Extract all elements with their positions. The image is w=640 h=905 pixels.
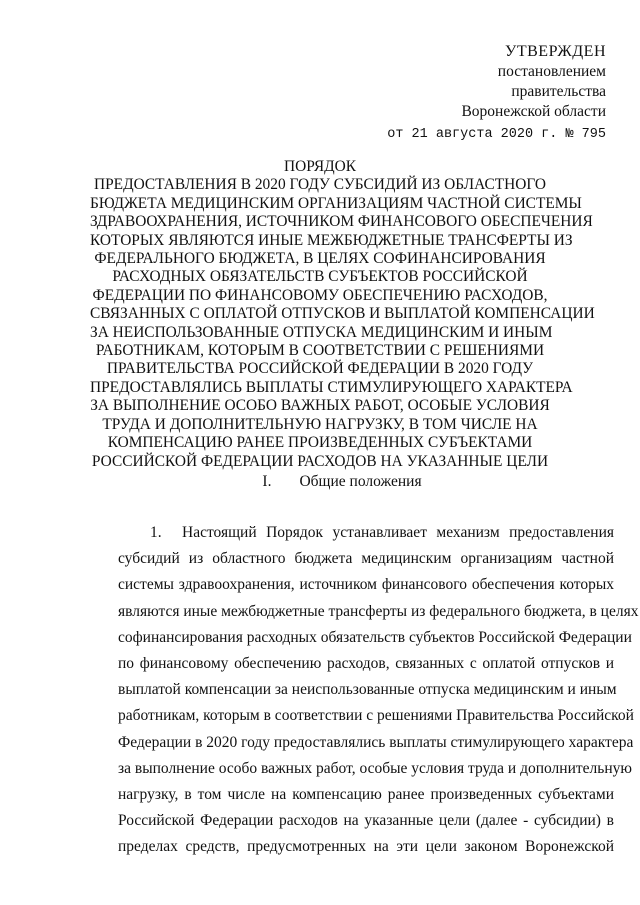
- title-line: ЗДРАВООХРАНЕНИЯ, ИСТОЧНИКОМ ФИНАНСОВОГО ОБЕСПЕЧЕНИЯ: [90, 213, 593, 231]
- paragraph-line: [32, 520, 614, 546]
- paragraph-1: [118, 520, 639, 861]
- title-line: ПОРЯДОК: [284, 158, 356, 175]
- section-heading: [0, 472, 640, 492]
- paragraph-line: Федерации в 2020 году предоставлялись выплаты стимулирующего характера: [118, 733, 634, 751]
- paragraph-line: нагрузку, в том числе на компенсацию ранее произведенных субъектами: [118, 786, 614, 804]
- title-line: БЮДЖЕТА МЕДИЦИНСКИМ ОРГАНИЗАЦИЯМ ЧАСТНОЙ СИСТЕМЫ: [90, 194, 582, 212]
- title-line: РАСХОДНЫХ ОБЯЗАТЕЛЬСТВ СУБЪЕКТОВ РОССИЙСКОЙ: [112, 268, 528, 286]
- title-line: ПРАВИТЕЛЬСТВА РОССИЙСКОЙ ФЕДЕРАЦИИ В 2020 ГОДУ: [106, 360, 534, 378]
- approval-line: правительства: [511, 83, 606, 100]
- paragraph-line: по финансовому обеспечению расходов, связанных с оплатой отпусков и: [118, 655, 614, 673]
- paragraph-text: Настоящий Порядок устанавливает механизм предоставления: [182, 524, 614, 541]
- paragraph-line: Российской Федерации расходов на указанные цели (далее - субсидии) в: [118, 812, 614, 830]
- title-line: РОССИЙСКОЙ ФЕДЕРАЦИИ РАСХОДОВ НА УКАЗАННЫЕ ЦЕЛИ: [91, 452, 549, 470]
- title-line: ФЕДЕРАЛЬНОГО БЮДЖЕТА, В ЦЕЛЯХ СОФИНАНСИРОВАНИЯ: [94, 250, 546, 268]
- paragraph-line: системы здравоохранения, источником финансового обеспечения которых: [118, 576, 614, 594]
- approval-heading: УТВЕРЖДЕН: [505, 43, 606, 60]
- title-line: ЗА ВЫПОЛНЕНИЕ ОСОБО ВАЖНЫХ РАБОТ, ОСОБЫЕ УСЛОВИЯ: [90, 397, 550, 415]
- paragraph-line: субсидий из областного бюджета медицинским организациям частной: [118, 550, 614, 568]
- title-line: ФЕДЕРАЦИИ ПО ФИНАНСОВОМУ ОБЕСПЕЧЕНИЮ РАСХОДОВ,: [92, 286, 548, 304]
- paragraph-line: пределах средств, предусмотренных на эти цели законом Воронежской: [118, 838, 614, 856]
- title-line: ПРЕДОСТАВЛЯЛИСЬ ВЫПЛАТЫ СТИМУЛИРУЮЩЕГО ХАРАКТЕРА: [90, 378, 573, 396]
- paragraph-line: выплатой компенсации за неиспользованные отпуска медицинским и иным: [118, 681, 617, 699]
- approval-date-number: от 21 августа 2020 г. № 795: [387, 127, 606, 142]
- section-title: Общие положения: [299, 473, 422, 490]
- approval-line: Воронежской области: [461, 103, 606, 120]
- document-title: [90, 158, 595, 471]
- approval-stamp: [387, 42, 606, 145]
- title-line: СВЯЗАННЫХ С ОПЛАТОЙ ОТПУСКОВ И ВЫПЛАТОЙ КОМПЕНСАЦИИ: [90, 305, 595, 323]
- paragraph-line: работникам, которым в соответствии с решениями Правительства Российской: [118, 707, 634, 725]
- approval-line: постановлением: [497, 63, 606, 80]
- title-line: РАБОТНИКАМ, КОТОРЫМ В СООТВЕТСТВИИ С РЕШЕНИЯМИ: [95, 342, 545, 360]
- title-line: ПРЕДОСТАВЛЕНИЯ В 2020 ГОДУ СУБСИДИЙ ИЗ ОБЛАСТНОГО: [94, 176, 546, 194]
- paragraph-number: 1.: [150, 524, 162, 541]
- title-line: КОМПЕНСАЦИЮ РАНЕЕ ПРОИЗВЕДЕННЫХ СУБЪЕКТАМИ: [107, 434, 533, 452]
- section-number: I.: [262, 473, 272, 490]
- paragraph-line: софинансирования расходных обязательств субъектов Российской Федерации: [118, 628, 632, 646]
- paragraph-line: за выполнение особо важных работ, особые условия труда и дополнительную: [118, 759, 632, 777]
- title-line: ЗА НЕИСПОЛЬЗОВАННЫЕ ОТПУСКА МЕДИЦИНСКИМ И ИНЫМ: [90, 323, 553, 341]
- title-line: КОТОРЫХ ЯВЛЯЮТСЯ ИНЫЕ МЕЖБЮДЖЕТНЫЕ ТРАНСФЕРТЫ ИЗ: [90, 231, 573, 249]
- title-line: ТРУДА И ДОПОЛНИТЕЛЬНУЮ НАГРУЗКУ, В ТОМ ЧИСЛЕ НА: [102, 415, 538, 433]
- paragraph-line: являются иные межбюджетные трансферты из федерального бюджета, в целях: [118, 602, 639, 620]
